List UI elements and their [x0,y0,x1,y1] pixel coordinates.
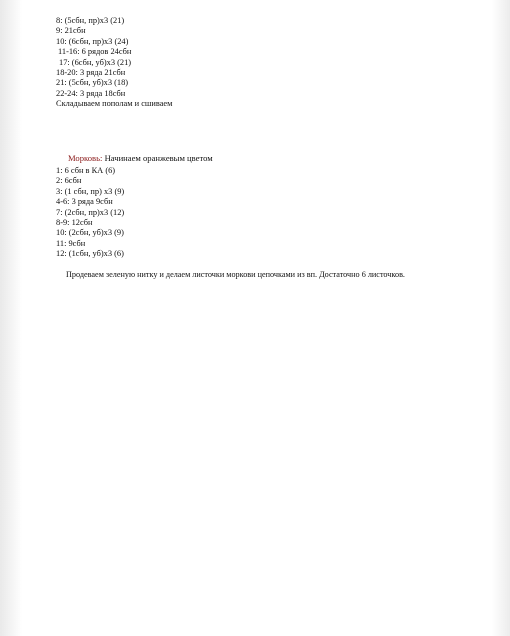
pattern-row: 11: 9сбн [56,238,86,248]
pattern-row: 18-20: 3 ряда 21сбн [56,68,126,78]
pattern-row: 8: (5сбн, пр)х3 (21) [56,16,125,25]
pattern-row: 2: 6сбн [56,176,82,186]
page-edge-left [0,0,22,636]
pattern-row: 7: (2сбн, пр)х3 (12) [56,207,125,217]
pattern-row: 12: (1сбн, уб)х3 (6) [56,249,124,259]
carrot-title: Морковь: [68,153,103,163]
carrot-subtitle: Начинаем оранжевым цветом [102,153,213,163]
pattern-row: 1: 6 сбн в КА (6) [56,166,116,175]
pattern-row: 8-9: 12сбн [56,218,93,228]
pattern-row: 22-24: 3 ряда 18сбн [56,88,126,98]
assembly-instruction: Складываем пополам и сшиваем [56,99,173,109]
pattern-row: 9: 21сбн [56,26,86,36]
pattern-row: 3: (1 сбн, пр) х3 (9) [56,186,125,196]
pattern-row: 21: (5сбн, уб)х3 (18) [56,78,129,88]
carrot-heading [68,153,213,164]
page-edge-right [492,0,510,636]
leaves-instruction: Продеваем зеленую нитку и делаем листочки моркови цепочками из вп. Достаточно 6 листочков. [66,270,405,279]
pattern-row: 10: (6сбн, пр)х3 (24) [56,36,129,46]
pattern-rows-section-1 [56,16,172,110]
pattern-row: 17: (6сбн, уб)х3 (21) [59,57,132,67]
pattern-row: 11-16: 6 рядов 24сбн [58,47,132,57]
pattern-row: 4-6: 3 ряда 9сбн [56,197,113,207]
pattern-row: 10: (2сбн, уб)х3 (9) [56,228,124,238]
pattern-rows-section-2 [56,166,124,260]
